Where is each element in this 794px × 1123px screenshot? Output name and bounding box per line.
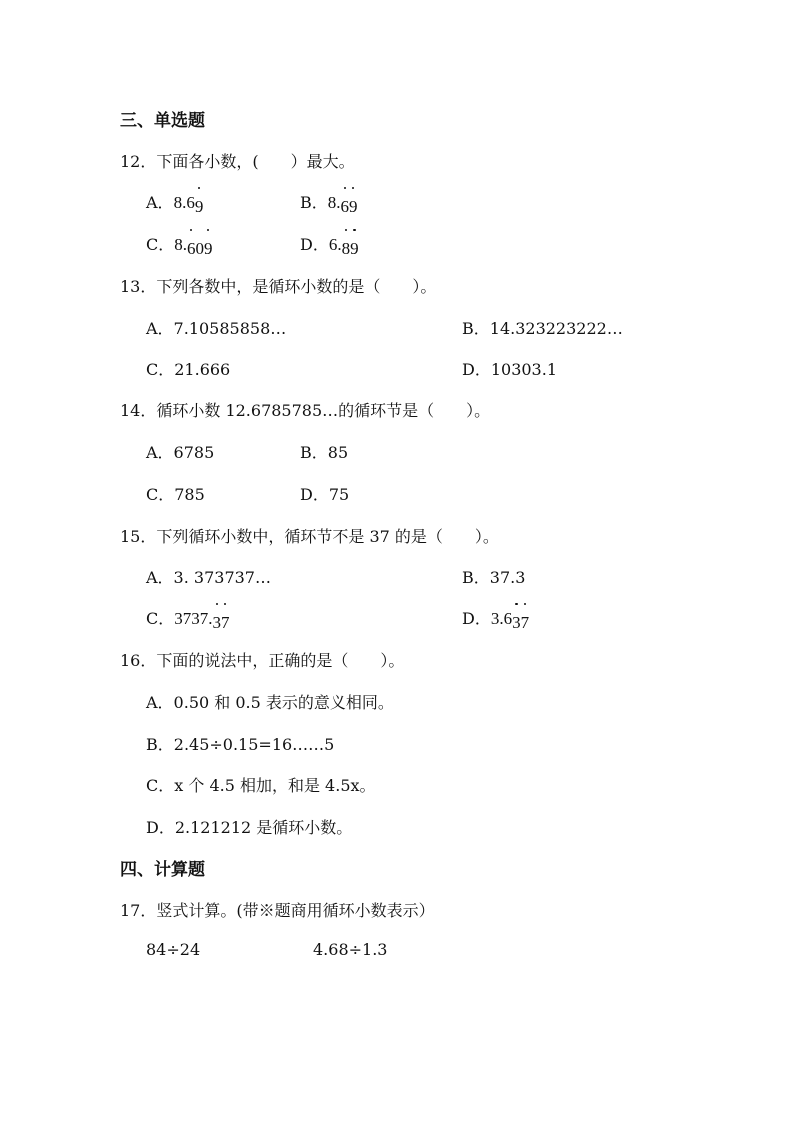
option-label: B． — [300, 193, 328, 212]
question-13-stem: 13．下列各数中，是循环小数的是（ ）。 — [120, 277, 437, 296]
option-number: 6.89 — [328, 235, 359, 258]
q13-option-c[interactable]: C．21.666 — [146, 360, 231, 379]
q14-option-a[interactable]: A．6785 — [146, 443, 215, 462]
option-number: 8.609 — [174, 235, 213, 258]
question-12-stem: 12．下面各小数，( ）最大。 — [120, 152, 355, 171]
option-number: 8.69 — [173, 193, 204, 216]
q16-option-c[interactable]: C．x 个 4.5 相加，和是 4.5x。 — [146, 776, 376, 795]
q15-option-d[interactable] — [462, 606, 529, 633]
q12-option-b[interactable] — [300, 190, 358, 217]
q13-option-d[interactable]: D．10303.1 — [462, 360, 557, 379]
section-title-calculation: 四、计算题 — [120, 860, 205, 880]
q13-option-a[interactable]: A．7.10585858… — [146, 319, 287, 338]
q16-option-b[interactable]: B．2.45÷0.15=16……5 — [146, 735, 335, 754]
q15-option-c[interactable] — [146, 606, 230, 633]
question-17-stem: 17．竖式计算。(带※题商用循环小数表示） — [120, 901, 435, 920]
option-label: A． — [146, 193, 174, 212]
option-number: 3737.37 — [174, 609, 230, 632]
option-label: D． — [462, 609, 491, 628]
q15-option-a[interactable]: A．3. 373737… — [146, 568, 271, 587]
option-label: D． — [300, 235, 329, 254]
option-label: C． — [146, 609, 175, 628]
q15-option-b[interactable]: B．37.3 — [462, 568, 526, 587]
q14-option-c[interactable]: C．785 — [146, 485, 205, 504]
q14-option-b[interactable]: B．85 — [300, 443, 349, 462]
option-number: 3.637 — [490, 609, 530, 632]
q17-expression-1: 84÷24 — [146, 940, 201, 959]
question-15-stem: 15．下列循环小数中，循环节不是 37 的是（ ）。 — [120, 527, 499, 546]
section-title-single-choice: 三、单选题 — [120, 111, 205, 131]
question-14-stem: 14．循环小数 12.6785785…的循环节是（ ）。 — [120, 401, 491, 420]
question-16-stem: 16．下面的说法中，正确的是（ ）。 — [120, 651, 405, 670]
q12-option-d[interactable] — [300, 232, 359, 259]
q16-option-d[interactable]: D．2.121212 是循环小数。 — [146, 818, 353, 837]
option-number: 8.69 — [327, 193, 358, 216]
q12-option-a[interactable] — [146, 190, 203, 217]
q16-option-a[interactable]: A．0.50 和 0.5 表示的意义相同。 — [146, 693, 394, 712]
q13-option-b[interactable]: B．14.323223222… — [462, 319, 623, 338]
q12-option-c[interactable] — [146, 232, 213, 259]
q17-expression-2: 4.68÷1.3 — [313, 940, 388, 959]
option-label: C． — [146, 235, 175, 254]
q14-option-d[interactable]: D．75 — [300, 485, 350, 504]
